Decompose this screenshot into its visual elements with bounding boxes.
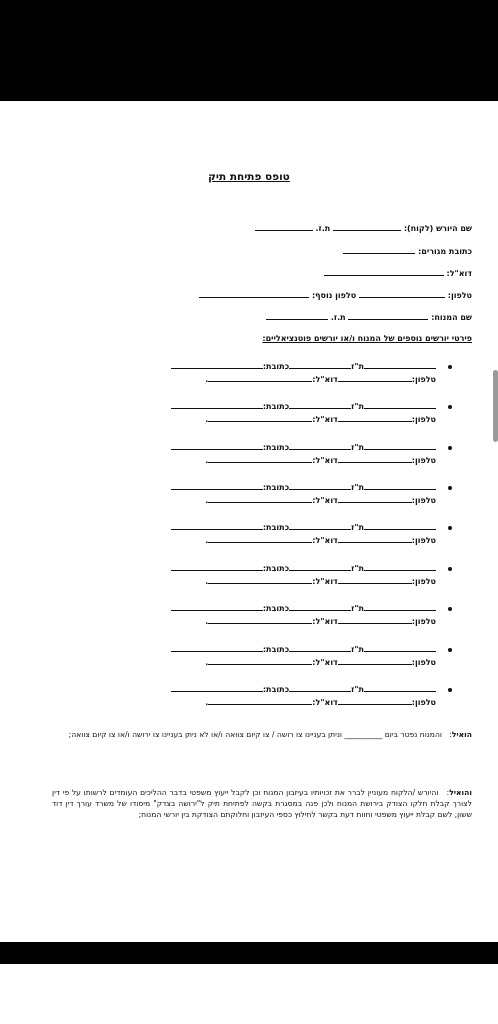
heirs-section-title: פירטי יורשים נוספים של המנוח ו/או יורשים פוטנציאליים: — [262, 334, 472, 343]
heir-bullet — [448, 688, 452, 692]
heir-phone-label: טלפון: — [411, 536, 436, 545]
email-field[interactable] — [324, 268, 444, 276]
heir-end-mark: . — [205, 577, 209, 586]
heir-id-field[interactable] — [289, 401, 351, 409]
document-page — [0, 101, 498, 942]
heir-id-label: ת"ז — [351, 362, 364, 371]
heir-id-label: ת"ז — [351, 604, 364, 613]
heir-id-label: ת"ז — [351, 483, 364, 492]
heir-phone-field[interactable] — [338, 616, 412, 624]
heir-entry-line-2 — [205, 495, 436, 506]
heir-address-label: כתובת: — [262, 604, 290, 613]
heir-phone-field[interactable] — [338, 495, 412, 503]
heir-email-label: דוא"ל: — [312, 658, 338, 667]
address-label: כתובת מגורים: — [418, 247, 472, 256]
heir-address-label: כתובת: — [262, 362, 290, 371]
heir-email-label: דוא"ל: — [312, 536, 338, 545]
form-title: טופס פתיחת תיק — [208, 171, 290, 183]
heir-name-field[interactable] — [364, 684, 436, 692]
whereas-paragraph-1: הואיל: והמנוח נפטר ביום __________ וניתן בעניינו צו רושה / צו קיום צוואה ו/או לא ניתן בעניינו צו ירושה ו/או צו קיום צוואה; — [68, 730, 472, 739]
heir-bullet — [448, 446, 452, 450]
whereas-paragraph-2: והואיל: והיורש /הלקוח מעוניין לברר את זכויותיו בעיזבון המנוח וכן לקבל ייעוץ משפטי בדבר ההליכים העומדים לרשותו על פי דין לצורך קבלת חלקו הצודק בירושת המנוח ולכן פנה במסגרת בקשה לפתיחת תיק ל"ירושה בצדק" מיסודו של משרד עורך דין דוד ששון, לשם קבלת ייעוץ משפטי וחוות דעת בקשר לחילוץ כספי העיזבון וחלוקתם הצודקת בין יורשי המנוח; — [52, 788, 472, 819]
heir-name-field[interactable] — [364, 644, 436, 652]
heir-bullet — [448, 607, 452, 611]
heir-address-label: כתובת: — [262, 402, 290, 411]
heir-end-mark: . — [205, 496, 209, 505]
heir-name-field[interactable] — [364, 603, 436, 611]
heir-id-field[interactable] — [289, 361, 351, 369]
heir-entry-line-2 — [205, 455, 436, 466]
heir-email-label: דוא"ל: — [312, 375, 338, 384]
heir-name-field[interactable] — [364, 361, 436, 369]
heir-email-label: דוא"ל: — [312, 698, 338, 707]
heir-entry-line-2 — [205, 414, 436, 425]
email-label: דוא"ל: — [446, 269, 472, 278]
whereas-1-lead: הואיל — [451, 730, 472, 739]
phone-row — [199, 290, 472, 301]
heir-entry-line-1 — [171, 442, 436, 453]
heir-email-field[interactable] — [208, 616, 312, 624]
heir-email-field[interactable] — [208, 576, 312, 584]
heir-address-label: כתובת: — [262, 523, 290, 532]
heir-email-field[interactable] — [208, 657, 312, 665]
heir-entry-line-2 — [205, 576, 436, 587]
heir-name-field[interactable] — [364, 482, 436, 490]
heir-address-label: כתובת: — [262, 645, 290, 654]
heir-phone-field[interactable] — [338, 455, 412, 463]
heir-entry-line-2 — [205, 535, 436, 546]
heir-id-label: ת"ז — [351, 685, 364, 694]
heir-address-field[interactable] — [171, 401, 263, 409]
heir-bullet — [448, 405, 452, 409]
heir-phone-field[interactable] — [338, 697, 412, 705]
heir-phone-label: טלפון: — [411, 456, 436, 465]
heir-phone-label: טלפון: — [411, 577, 436, 586]
phone-field[interactable] — [359, 290, 445, 298]
heir-entry-line-2 — [205, 374, 436, 385]
heir-entry-line-2 — [205, 616, 436, 627]
heir-name-row — [255, 223, 472, 234]
deceased-id-label: ת.ז. — [330, 313, 346, 322]
address-row — [343, 246, 472, 257]
heir-id-field[interactable] — [289, 684, 351, 692]
heir-id-field[interactable] — [289, 563, 351, 571]
heir-phone-label: טלפון: — [411, 496, 436, 505]
heir-name-field[interactable] — [364, 563, 436, 571]
heir-id-label: ת"ז — [351, 443, 364, 452]
heir-phone-label: טלפון: — [411, 375, 436, 384]
heir-phone-field[interactable] — [338, 657, 412, 665]
heir-phone-field[interactable] — [338, 374, 412, 382]
address-field[interactable] — [343, 246, 415, 254]
heir-end-mark: . — [205, 658, 209, 667]
heir-address-label: כתובת: — [262, 685, 290, 694]
heir-id-field[interactable] — [289, 603, 351, 611]
whereas-1-text: והמנוח נפטר ביום __________ וניתן בעניינו צו רושה / צו קיום צוואה ו/או לא ניתן בעניינו צו ירושה ו/או צו קיום צוואה; — [68, 730, 442, 739]
heir-name-field[interactable] — [364, 442, 436, 450]
bottom-area — [0, 964, 498, 1024]
heir-entry-line-1 — [171, 401, 436, 412]
heir-entry-line-1 — [171, 603, 436, 614]
heir-entry-line-1 — [171, 684, 436, 695]
heir-email-field[interactable] — [208, 414, 312, 422]
heir-address-label: כתובת: — [262, 483, 290, 492]
heir-end-mark: . — [205, 456, 209, 465]
heir-address-label: כתובת: — [262, 564, 290, 573]
heir-id-field[interactable] — [289, 442, 351, 450]
heir-email-field[interactable] — [208, 374, 312, 382]
heir-entry-line-2 — [205, 657, 436, 668]
heir-email-label: דוא"ל: — [312, 577, 338, 586]
heir-id-label: ת"ז — [351, 402, 364, 411]
whereas-2-text: והיורש /הלקוח מעוניין לברר את זכויותיו בעיזבון המנוח וכן לקבל ייעוץ משפטי בדבר ההליכים העומדים לרשותו על פי דין לצורך קבלת חלקו הצודק בירושת המנוח ולכן פנה במסגרת בקשה לפתיחת תיק ל"ירושה בצדק" מיסודו של משרד עורך דין דוד ששון, לשם קבלת ייעוץ משפטי וחוות דעת בקשר לחילוץ כספי העיזבון וחלוקתם הצודקת בין יורשי המנוח; — [52, 788, 472, 819]
heir-id-label: ת"ז — [351, 523, 364, 532]
extra-phone-label: טלפון נוסף: — [311, 291, 357, 300]
heir-bullet — [448, 526, 452, 530]
heir-name-field[interactable] — [364, 401, 436, 409]
heir-phone-field[interactable] — [338, 414, 412, 422]
heir-name-field[interactable] — [333, 223, 401, 231]
heir-end-mark: . — [205, 375, 209, 384]
email-row — [324, 268, 472, 279]
heir-phone-field[interactable] — [338, 576, 412, 584]
heir-end-mark: . — [205, 617, 209, 626]
heir-email-label: דוא"ל: — [312, 496, 338, 505]
extra-phone-field[interactable] — [199, 290, 309, 298]
heir-entry-line-1 — [171, 522, 436, 533]
heir-email-field[interactable] — [208, 495, 312, 503]
heir-entry-line-1 — [171, 563, 436, 574]
heir-email-field[interactable] — [208, 535, 312, 543]
heir-address-field[interactable] — [171, 442, 263, 450]
heir-phone-label: טלפון: — [411, 415, 436, 424]
heir-phone-label: טלפון: — [411, 698, 436, 707]
deceased-id-field[interactable] — [266, 312, 328, 320]
heir-address-field[interactable] — [171, 644, 263, 652]
heir-address-field[interactable] — [171, 361, 263, 369]
heir-name-label: שם היורש (לקוח): — [403, 224, 472, 233]
heir-email-field[interactable] — [208, 455, 312, 463]
navigation-bar — [0, 942, 498, 964]
heir-phone-label: טלפון: — [411, 617, 436, 626]
deceased-row — [266, 312, 472, 323]
heir-id-field[interactable] — [289, 522, 351, 530]
heir-phone-label: טלפון: — [411, 658, 436, 667]
whereas-2-lead: והואיל — [449, 788, 472, 797]
heir-bullet — [448, 486, 452, 490]
phone-label: טלפון: — [447, 291, 472, 300]
heir-id-field[interactable] — [255, 223, 313, 231]
heir-id-label: ת.ז. — [315, 224, 331, 233]
heir-email-label: דוא"ל: — [312, 456, 338, 465]
heir-address-field[interactable] — [171, 482, 263, 490]
heir-email-label: דוא"ל: — [312, 415, 338, 424]
heir-address-label: כתובת: — [262, 443, 290, 452]
heir-id-label: ת"ז — [351, 645, 364, 654]
heir-entry-line-1 — [171, 482, 436, 493]
heir-bullet — [448, 648, 452, 652]
heir-address-field[interactable] — [171, 522, 263, 530]
heir-end-mark: . — [205, 415, 209, 424]
heir-address-field[interactable] — [171, 563, 263, 571]
heir-id-label: ת"ז — [351, 564, 364, 573]
heir-address-field[interactable] — [171, 684, 263, 692]
heir-end-mark: . — [205, 698, 209, 707]
deceased-name-field[interactable] — [348, 312, 428, 320]
heir-email-label: דוא"ל: — [312, 617, 338, 626]
heir-entry-line-1 — [171, 644, 436, 655]
scrollbar[interactable] — [493, 370, 498, 442]
status-bar — [0, 0, 498, 101]
deceased-label: שם המנוח: — [431, 313, 472, 322]
heir-id-field[interactable] — [289, 482, 351, 490]
heir-bullet — [448, 365, 452, 369]
heir-id-field[interactable] — [289, 644, 351, 652]
heir-entry-line-1 — [171, 361, 436, 372]
heir-address-field[interactable] — [171, 603, 263, 611]
heir-bullet — [448, 567, 452, 571]
heir-name-field[interactable] — [364, 522, 436, 530]
heir-phone-field[interactable] — [338, 535, 412, 543]
heir-end-mark: . — [205, 536, 209, 545]
heir-email-field[interactable] — [208, 697, 312, 705]
heir-entry-line-2 — [205, 697, 436, 708]
